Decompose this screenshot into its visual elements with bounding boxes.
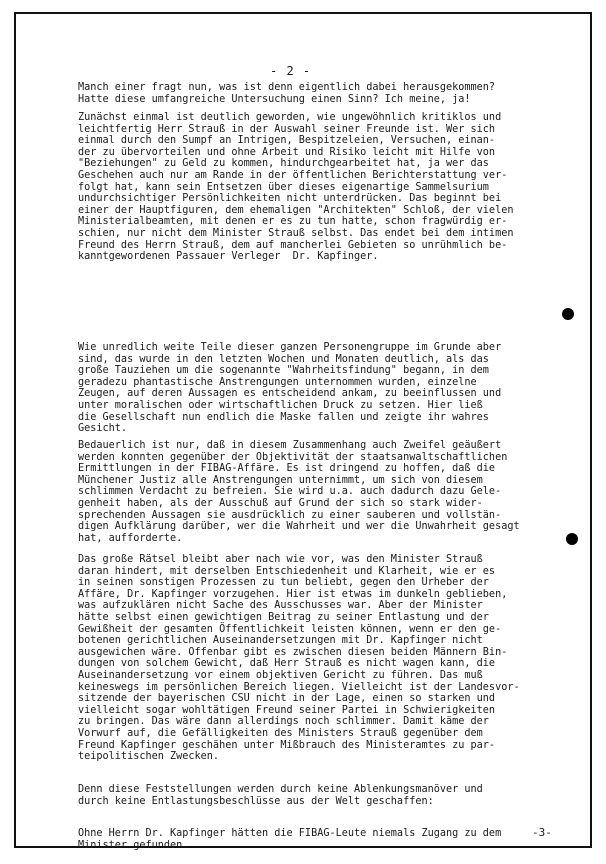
text-line: botenen gerichtlichen Auseinandersetzungen mit Dr. Kapfinger nicht [78, 635, 483, 647]
text-line: Vorwurf auf, die Gefälligkeiten des Ministers Strauß gegenüber dem [78, 727, 483, 739]
text-line: der zu übervorteilen und ohne Arbeit und Risiko leicht mit Hilfe von [78, 146, 496, 158]
text-line: zu bringen. Das wäre dann allerdings noch schlimmer. Damit käme der [78, 716, 489, 728]
text-line: keineswegs im persönlichen Bereich liegen. Vielleicht ist der Landesvor- [78, 681, 520, 693]
text-line: schlimmen Verdacht zu befreien. Sie wird u.a. auch dadurch dazu Gele- [78, 486, 502, 498]
punch-hole-mark [566, 533, 578, 545]
text-line: leichtfertig Herr Strauß in der Auswahl seiner Freunde ist. Wer sich [78, 123, 496, 135]
text-line: Manch einer fragt nun, was ist denn eigentlich dabei herausgekommen? [78, 82, 496, 93]
text-line: die Gesellschaft nun endlich die Maske fallen und zeigte ihr wahres [78, 411, 489, 423]
text-line: Affäre, Dr. Kapfinger vorzugehen. Hier ist etwas im dunkeln geblieben, [78, 588, 508, 600]
text-line: undurchsichtiger Persönlichkeiten nicht unterdrücken. Das beginnt bei [78, 193, 502, 205]
text-line: in seinen sonstigen Prozessen zu tun beliebt, gegen den Urheber der [78, 577, 489, 589]
text-line: Ohne Herrn Dr. Kapfinger hätten die FIBAG-Leute niemals Zugang zu dem [78, 828, 502, 839]
paragraph [78, 440, 520, 544]
text-line: sitzende der bayerischen CSU nicht in der Lage, einen so starken und [78, 693, 496, 705]
text-line: "Beziehungen" zu Geld zu kommen, hindurchgearbeitet hat, ja wer das [78, 158, 489, 170]
text-line: digen Aufklärung darüber, wer die Wahrheit und wer die Unwahrheit gesagt [78, 521, 520, 533]
text-line: Geschehen auch nur am Rande in der öffentlichen Berichterstattung ver- [78, 169, 508, 181]
text-line: daran hindert, mit derselben Entschiedenheit und Klarheit, wie er es [78, 565, 496, 577]
paragraph [78, 82, 495, 105]
text-line: Wie unredlich weite Teile dieser ganzen Personengruppe im Grunde aber [78, 342, 502, 353]
text-line: unter moralischen oder wirtschaftlichen Druck zu setzen. Hier ließ [78, 399, 483, 411]
text-line: sind, das wurde in den letzten Wochen und Monaten deutlich, als das [78, 353, 489, 365]
text-line: genheit haben, als der Ausschuß auf Grund der sich so stark wider- [78, 497, 483, 509]
text-line: Das große Rätsel bleibt aber nach wie vor, was den Minister Strauß [78, 554, 483, 565]
paragraph [78, 342, 501, 435]
punch-hole-mark [562, 308, 574, 320]
text-line: durch keine Entlastungsbeschlüsse aus der Welt geschaffen: [78, 795, 434, 807]
text-line: teipolitischen Zwecken. [78, 751, 220, 763]
text-line: Zunächst einmal ist deutlich geworden, wie ungewöhnlich kritiklos und [78, 112, 502, 123]
text-line: hat, aufforderte. [78, 532, 183, 544]
text-line: Denn diese Feststellungen werden durch keine Ablenkungsmanöver und [78, 784, 483, 795]
text-line: Ermittlungen in der FIBAG-Affäre. Es ist dringend zu hoffen, daß die [78, 463, 496, 475]
text-line: einer der Hauptfiguren, dem ehemaligen "Architekten" Schloß, der vielen [78, 204, 514, 216]
text-line: ausgewichen wäre. Offenbar gibt es zwischen diesen beiden Männern Bin- [78, 646, 508, 658]
text-line: Minister gefunden. [78, 839, 189, 851]
paragraph [78, 554, 520, 763]
text-line: große Tauziehen um die sogenannte "Wahrheitsfindung" begann, in dem [78, 365, 489, 377]
text-line: einmal durch den Sumpf an Intrigen, Bespitzeleien, Versuchen, einan- [78, 135, 496, 147]
paragraph [78, 784, 483, 807]
text-line: Gesicht. [78, 423, 128, 435]
text-line: Freund Kapfinger geschähen unter Mißbrauch des Ministeramtes zu par- [78, 739, 496, 751]
text-line: Freund des Herrn Strauß, dem auf mancherlei Gebieten so unrühmlich be- [78, 239, 508, 251]
text-line: kanntgewordenen Passauer Verleger Dr. Kapfinger. [78, 251, 379, 263]
text-line: sprechenden Aussagen sie ausdrücklich zu einer sauberen und vollstän- [78, 509, 502, 521]
paragraph [78, 112, 513, 263]
text-line: Münchener Justiz alle Anstrengungen unternimmt, um sich von diesem [78, 474, 483, 486]
text-line: Zeugen, auf deren Aussagen es entscheidend ankam, zu beeinflussen und [78, 388, 502, 400]
text-line: geradezu phantastische Anstrengungen unternommen wurden, einzelne [78, 376, 477, 388]
text-line: Hatte diese umfangreiche Untersuchung einen Sinn? Ich meine, ja! [78, 93, 471, 105]
text-line: was aufzuklären nicht Sache des Ausschusses war. Aber der Minister [78, 600, 483, 612]
text-line: Bedauerlich ist nur, daß in diesem Zusammenhang auch Zweifel geäußert [78, 440, 502, 451]
page-number: - 2 - [270, 64, 312, 78]
text-line: Auseinandersetzung vor einem objektiven Gericht zu führen. Das muß [78, 669, 483, 681]
text-line: Gewißheit der gesamten Öffentlichkeit leisten können, wenn er den ge- [78, 623, 502, 635]
text-line: dungen von solchem Gewicht, daß Herr Strauß es nicht wagen kann, die [78, 658, 496, 670]
text-line: folgt hat, kann sein Entsetzen über dieses eigenartige Sammelsurium [78, 181, 489, 193]
paragraph [78, 828, 501, 851]
text-line: Ministerialbeamten, mit denen er es zu tun hatte, schon fragwürdig er- [78, 216, 508, 228]
text-line: hätte selbst einen gewichtigen Beitrag zu seiner Entlastung und der [78, 611, 489, 623]
text-line: werden konnten gegenüber der Objektivität der staatsanwaltschaftlichen [78, 451, 508, 463]
text-line: vielleicht sogar wohltätigen Freund seiner Partei in Schwierigkeiten [78, 704, 496, 716]
next-page-marker: -3- [532, 826, 552, 839]
text-line: schien, nur nicht dem Minister Strauß selbst. Das endet bei dem intimen [78, 227, 514, 239]
